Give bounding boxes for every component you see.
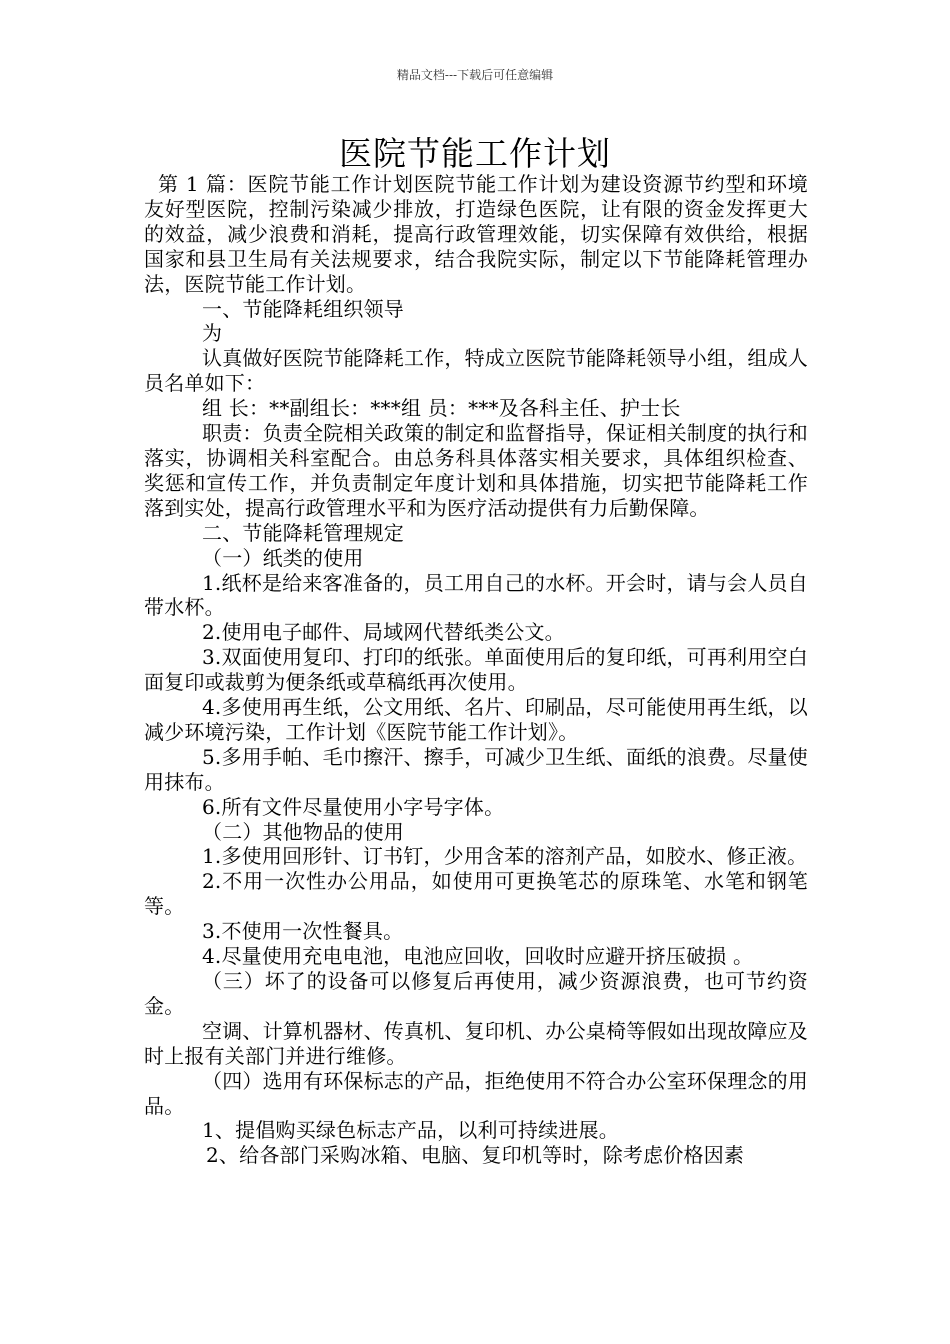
- document-body: [144, 172, 808, 1168]
- paragraph: 为: [202, 321, 223, 346]
- subsection-heading: （四）选用有环保标志的产品，拒绝使用不符合办公室环保理念的用品。: [144, 1068, 808, 1118]
- section-heading: 一、节能降耗组织领导: [202, 296, 404, 321]
- paragraph: 组 长：**副组长：***组 员：***及各科主任、护士长: [202, 396, 681, 421]
- subsection-heading: （二）其他物品的使用: [202, 819, 404, 844]
- subsection-heading: （一）纸类的使用: [202, 545, 364, 570]
- paragraph: 认真做好医院节能降耗工作，特成立医院节能降耗领导小组，组成人员名单如下：: [144, 346, 808, 396]
- list-item: 2.不用一次性办公用品，如使用可更换笔芯的原珠笔、水笔和钢笔等。: [144, 869, 808, 919]
- list-item: 1、提倡购买绿色标志产品，以利可持续进展。: [202, 1118, 619, 1143]
- list-item: 5.多用手帕、毛巾擦汗、擦手，可减少卫生纸、面纸的浪费。尽量使用抹布。: [144, 744, 808, 794]
- header-watermark: 精品文档---下载后可任意编辑: [396, 68, 554, 82]
- list-item: 1.多使用回形针、订书钉，少用含苯的溶剂产品，如胶水、修正液。: [202, 844, 808, 869]
- subsection-heading: （三）坏了的设备可以修复后再使用，减少资源浪费，也可节约资金。: [144, 969, 808, 1018]
- list-item: 3.不使用一次性餐具。: [202, 919, 404, 944]
- paragraph: 空调、计算机器材、传真机、复印机、办公桌椅等假如出现故障应及时上报有关部门并进行维修。: [144, 1018, 808, 1068]
- paragraph: 职责：负责全院相关政策的制定和监督指导，保证相关制度的执行和落实，协调相关科室配合。由总务科具体落实相关要求，具体组织检查、奖惩和宣传工作，并负责制定年度计划和具体措施，切实把节能降耗工作落到实处，提高行政管理水平和为医疗活动提供有力后勤保障。: [144, 421, 808, 520]
- list-item: 4.多使用再生纸，公文用纸、名片、印刷品，尽可能使用再生纸，以减少环境污染，工作计划《医院节能工作计划》。: [144, 695, 808, 744]
- document-title: 医院节能工作计划: [339, 134, 611, 173]
- list-item: 2.使用电子邮件、局域网代替纸类公文。: [202, 620, 565, 645]
- list-item: 2、给各部门采购冰箱、电脑、复印机等时，除考虑价格因素: [206, 1143, 745, 1168]
- section-heading: 二、节能降耗管理规定: [202, 520, 404, 545]
- paragraph: 第 1 篇：医院节能工作计划医院节能工作计划为建设资源节约型和环境友好型医院，控制污染减少排放，打造绿色医院，让有限的资金发挥更大的效益，减少浪费和消耗，提高行政管理效能，切实保障有效供给，根据国家和县卫生局有关法规要求，结合我院实际，制定以下节能降耗管理办法，医院节能工作计划。: [144, 172, 808, 296]
- list-item: 3.双面使用复印、打印的纸张。单面使用后的复印纸，可再利用空白面复印或裁剪为便条纸或草稿纸再次使用。: [144, 645, 808, 695]
- list-item: 1.纸杯是给来客准备的，员工用自己的水杯。开会时，请与会人员自带水杯。: [144, 570, 808, 620]
- list-item: 6.所有文件尽量使用小字号字体。: [202, 794, 505, 819]
- list-item: 4.尽量使用充电电池，电池应回收，回收时应避开挤压破损 。: [202, 944, 754, 969]
